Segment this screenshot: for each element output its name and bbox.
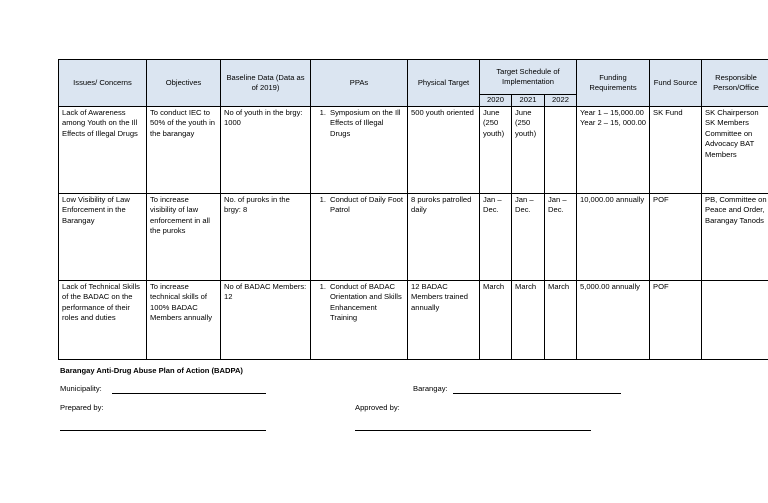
schedule-2021-cell: June (250 youth): [512, 107, 545, 194]
responsible-cell: PB, Committee on Peace and Order, Barangay Tanods: [702, 194, 768, 281]
header-year: 2020: [480, 95, 512, 107]
objective-cell: To conduct IEC to 50% of the youth in the barangay: [147, 107, 221, 194]
ppa-number: 1.: [319, 108, 326, 117]
header-ppas: PPAs: [311, 60, 408, 107]
header-fund-source: Fund Source: [650, 60, 702, 107]
ppa-cell: [311, 107, 408, 194]
prepared-by-label: Prepared by:: [60, 403, 104, 412]
prepared-by-line: [60, 430, 266, 431]
barangay-label: Barangay:: [413, 384, 448, 393]
funding-cell: 5,000.00 annually: [577, 281, 650, 360]
header-objectives: Objectives: [147, 60, 221, 107]
header-issues: Issues/ Concerns: [59, 60, 147, 107]
approved-by-line: [355, 430, 591, 431]
table-row: [59, 281, 768, 360]
ppa-text: Conduct of Daily Foot Patrol: [330, 195, 404, 215]
baseline-cell: No of BADAC Members: 12: [221, 281, 311, 360]
issue-cell: Lack of Awareness among Youth on the Ill Effects of Illegal Drugs: [59, 107, 147, 194]
ppa-number: 1.: [319, 282, 326, 291]
header-responsible: Responsible Person/Office: [702, 60, 768, 107]
municipality-label: Municipality:: [60, 384, 102, 393]
approved-by-label: Approved by:: [355, 403, 400, 412]
header-baseline: Baseline Data (Data as of 2019): [221, 60, 311, 107]
schedule-2021-cell: March: [512, 281, 545, 360]
fund-source-cell: SK Fund: [650, 107, 702, 194]
responsible-cell: [702, 281, 768, 360]
header-year: 2022: [545, 95, 577, 107]
issue-cell: Low Visibility of Law Enforcement in the Barangay: [59, 194, 147, 281]
baseline-cell: No of youth in the brgy: 1000: [221, 107, 311, 194]
table-row: [59, 107, 768, 194]
baseline-cell: No. of puroks in the brgy: 8: [221, 194, 311, 281]
badpa-table: [58, 59, 768, 360]
issue-cell: Lack of Technical Skills of the BADAC on the performance of their roles and duties: [59, 281, 147, 360]
objective-cell: To increase visibility of law enforcement in all the puroks: [147, 194, 221, 281]
objective-cell: To increase technical skills of 100% BADAC Members annually: [147, 281, 221, 360]
schedule-2020-cell: Jan – Dec.: [480, 194, 512, 281]
ppa-number: 1.: [319, 195, 326, 204]
ppa-text: Symposium on the Ill Effects of Illegal Drugs: [330, 108, 401, 138]
schedule-2022-cell: [545, 107, 577, 194]
funding-cell: 10,000.00 annually: [577, 194, 650, 281]
header-schedule: Target Schedule of Implementation: [480, 60, 577, 95]
ppa-cell: [311, 281, 408, 360]
schedule-2020-cell: June (250 youth): [480, 107, 512, 194]
target-cell: 8 puroks patrolled daily: [408, 194, 480, 281]
responsible-cell: SK Chairperson SK Members Committee on Advocacy BAT Members: [702, 107, 768, 194]
fund-source-cell: POF: [650, 281, 702, 360]
target-cell: 12 BADAC Members trained annually: [408, 281, 480, 360]
barangay-line: [453, 393, 621, 394]
municipality-line: [112, 393, 266, 394]
ppa-text: Conduct of BADAC Orientation and Skills Enhancement Training: [330, 282, 402, 323]
fund-source-cell: POF: [650, 194, 702, 281]
schedule-2022-cell: Jan – Dec.: [545, 194, 577, 281]
schedule-2020-cell: March: [480, 281, 512, 360]
schedule-2022-cell: March: [545, 281, 577, 360]
target-cell: 500 youth oriented: [408, 107, 480, 194]
plan-title: Barangay Anti-Drug Abuse Plan of Action (BADPA): [60, 366, 243, 375]
ppa-cell: [311, 194, 408, 281]
funding-cell: Year 1 – 15,000.00 Year 2 – 15, 000.00: [577, 107, 650, 194]
schedule-2021-cell: Jan – Dec.: [512, 194, 545, 281]
table-row: [59, 194, 768, 281]
header-year: 2021: [512, 95, 545, 107]
header-physical-target: Physical Target: [408, 60, 480, 107]
header-funding: Funding Requirements: [577, 60, 650, 107]
